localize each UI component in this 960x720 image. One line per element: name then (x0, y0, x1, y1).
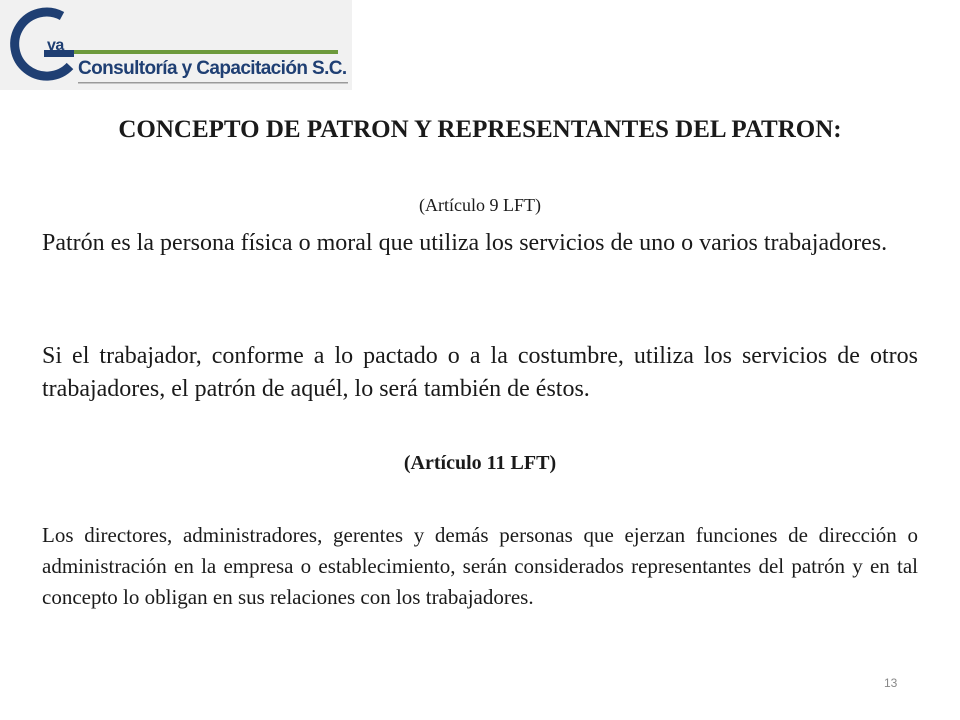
logo-va-text: va (47, 37, 64, 54)
article-11-reference: (Artículo 11 LFT) (403, 452, 557, 474)
page-title: CONCEPTO DE PATRON Y REPRESENTANTES DEL PATRON: (118, 116, 842, 143)
page-number: 13 (884, 676, 898, 690)
article-9-reference: (Artículo 9 LFT) (419, 195, 541, 215)
paragraph-representantes: Los directores, administradores, gerentes y demás personas que ejerzan funciones de dirección o administración en la empresa o establecimiento, serán considerados representantes del patrón y en tal concepto lo obligan en sus relaciones con los trabajadores. (42, 523, 918, 609)
company-logo (0, 0, 352, 90)
logo-company-name: Consultoría y Capacitación S.C. (78, 58, 347, 79)
paragraph-patron-definition: Patrón es la persona física o moral que utiliza los servicios de uno o varios trabajadores. (42, 230, 888, 256)
paragraph-trabajador-servicios: Si el trabajador, conforme a lo pactado o a la costumbre, utiliza los servicios de otros trabajadores, el patrón de aquél, lo será también de éstos. (42, 343, 918, 402)
